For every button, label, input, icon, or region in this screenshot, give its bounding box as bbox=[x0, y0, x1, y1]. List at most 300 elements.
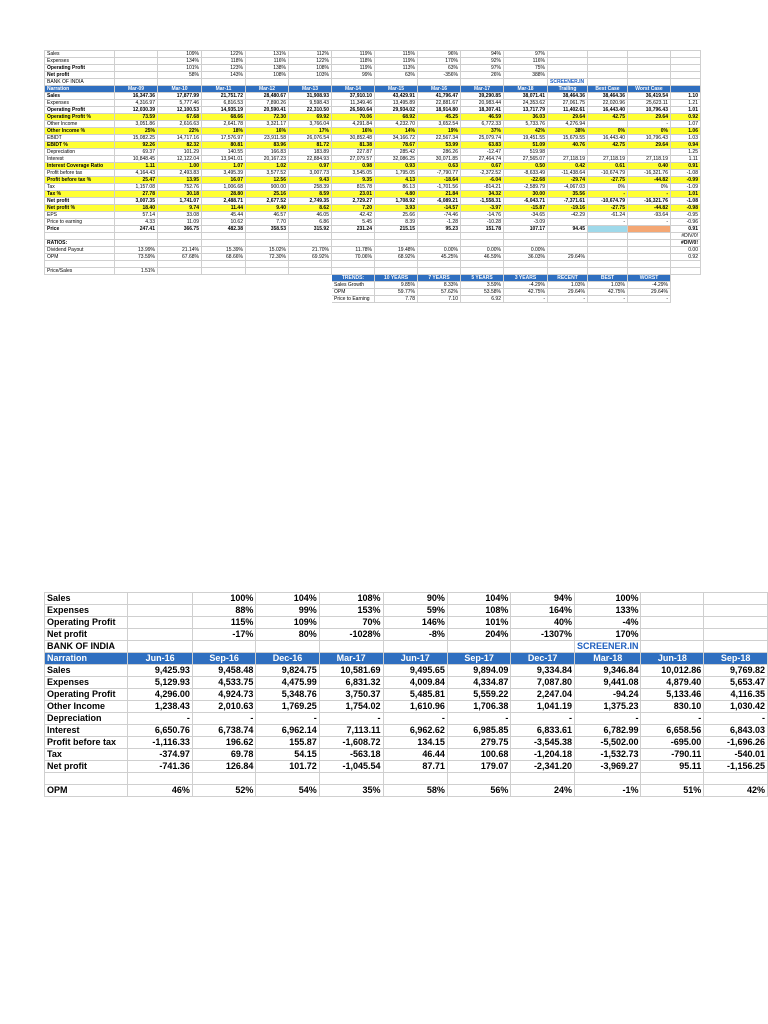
table-cell[interactable]: 279.75 bbox=[447, 737, 510, 749]
table-cell[interactable]: 46.44 bbox=[383, 749, 447, 761]
table-cell[interactable]: -16,321.76 bbox=[628, 170, 671, 177]
table-cell[interactable]: -356% bbox=[418, 72, 461, 79]
table-cell[interactable] bbox=[588, 149, 628, 156]
column-header[interactable]: Mar-15 bbox=[375, 86, 418, 93]
row-label[interactable]: RATIOS: bbox=[45, 240, 115, 247]
table-cell[interactable]: 5,485.81 bbox=[383, 689, 447, 701]
table-cell[interactable]: 13.99% bbox=[115, 247, 158, 254]
row-label[interactable]: Price to earning bbox=[45, 219, 115, 226]
table-cell[interactable]: 1,006.68 bbox=[202, 184, 246, 191]
table-cell[interactable]: -0.99 bbox=[671, 177, 701, 184]
table-cell[interactable]: 25,623.11 bbox=[628, 100, 671, 107]
table-cell[interactable]: 27,464.74 bbox=[461, 156, 504, 163]
table-cell[interactable]: 29,934.02 bbox=[375, 107, 418, 114]
table-cell[interactable]: 151.78 bbox=[461, 226, 504, 233]
table-cell[interactable] bbox=[671, 72, 701, 79]
table-cell[interactable]: 2,677.52 bbox=[246, 198, 289, 205]
table-cell[interactable]: 0.92 bbox=[671, 114, 701, 121]
table-cell[interactable]: 38% bbox=[548, 128, 588, 135]
table-cell[interactable] bbox=[383, 641, 447, 653]
table-cell[interactable]: -1,204.18 bbox=[511, 749, 575, 761]
table-cell[interactable]: 100.68 bbox=[447, 749, 510, 761]
row-label[interactable] bbox=[45, 261, 115, 268]
table-cell[interactable] bbox=[641, 629, 704, 641]
table-cell[interactable]: 37,910.10 bbox=[332, 93, 375, 100]
table-cell[interactable]: - bbox=[628, 191, 671, 198]
table-cell[interactable]: - bbox=[628, 296, 671, 303]
table-cell[interactable]: 1.00 bbox=[158, 163, 202, 170]
table-cell[interactable] bbox=[246, 275, 289, 282]
table-cell[interactable]: 4.80 bbox=[375, 191, 418, 198]
row-label[interactable]: Expenses bbox=[45, 605, 128, 617]
table-cell[interactable]: 9,769.82 bbox=[704, 665, 768, 677]
table-cell[interactable]: 17,576.97 bbox=[202, 135, 246, 142]
table-cell[interactable]: -10,674.79 bbox=[588, 198, 628, 205]
table-cell[interactable] bbox=[504, 268, 548, 275]
table-cell[interactable]: 6.92 bbox=[461, 296, 504, 303]
table-cell[interactable]: 1.01 bbox=[671, 191, 701, 198]
table-cell[interactable]: 83.96 bbox=[246, 142, 289, 149]
table-cell[interactable]: 5,348.76 bbox=[256, 689, 319, 701]
table-cell[interactable] bbox=[504, 79, 548, 86]
table-cell[interactable]: -44.82 bbox=[628, 177, 671, 184]
table-cell[interactable]: 33.08 bbox=[158, 212, 202, 219]
table-cell[interactable] bbox=[641, 605, 704, 617]
table-cell[interactable]: 37% bbox=[461, 128, 504, 135]
table-cell[interactable] bbox=[383, 773, 447, 785]
table-cell[interactable]: 215.15 bbox=[375, 226, 418, 233]
table-cell[interactable]: 78.67 bbox=[375, 142, 418, 149]
table-cell[interactable] bbox=[671, 296, 701, 303]
table-cell[interactable] bbox=[548, 261, 588, 268]
table-cell[interactable]: 63% bbox=[418, 65, 461, 72]
table-cell[interactable]: -3,545.38 bbox=[511, 737, 575, 749]
table-cell[interactable]: 1,741.07 bbox=[158, 198, 202, 205]
table-cell[interactable] bbox=[202, 275, 246, 282]
table-cell[interactable]: 101.72 bbox=[256, 761, 319, 773]
table-cell[interactable] bbox=[375, 233, 418, 240]
table-cell[interactable]: 116% bbox=[504, 58, 548, 65]
table-cell[interactable]: 63.83 bbox=[461, 142, 504, 149]
table-cell[interactable]: 18.40 bbox=[115, 205, 158, 212]
table-cell[interactable] bbox=[628, 268, 671, 275]
column-header[interactable]: Mar-18 bbox=[574, 653, 641, 665]
table-cell[interactable] bbox=[289, 289, 332, 296]
row-label[interactable]: Depreciation bbox=[45, 149, 115, 156]
row-label[interactable]: Net profit % bbox=[45, 205, 115, 212]
table-cell[interactable]: 9.35 bbox=[332, 177, 375, 184]
row-label[interactable]: Other Income % bbox=[45, 128, 115, 135]
table-cell[interactable]: 6,782.99 bbox=[574, 725, 641, 737]
row-label[interactable] bbox=[45, 233, 115, 240]
row-label[interactable]: Sales bbox=[45, 665, 128, 677]
table-cell[interactable]: 0.50 bbox=[504, 163, 548, 170]
table-cell[interactable]: -1,696.26 bbox=[704, 737, 768, 749]
table-cell[interactable] bbox=[158, 261, 202, 268]
table-cell[interactable]: 29.64% bbox=[548, 254, 588, 261]
table-cell[interactable] bbox=[158, 79, 202, 86]
table-cell[interactable]: 3,007.73 bbox=[289, 170, 332, 177]
table-cell[interactable]: 5,559.22 bbox=[447, 689, 510, 701]
table-cell[interactable]: -6,089.21 bbox=[418, 198, 461, 205]
row-label[interactable]: Operating Profit % bbox=[45, 114, 115, 121]
table-cell[interactable]: 170% bbox=[574, 629, 641, 641]
table-cell[interactable]: 27.78 bbox=[115, 191, 158, 198]
table-cell[interactable] bbox=[628, 261, 671, 268]
table-cell[interactable]: 519.98 bbox=[504, 149, 548, 156]
table-cell[interactable]: 30.00 bbox=[504, 191, 548, 198]
row-label[interactable]: Price bbox=[45, 226, 115, 233]
table-cell[interactable] bbox=[504, 233, 548, 240]
table-cell[interactable]: -16,321.76 bbox=[628, 198, 671, 205]
table-cell[interactable] bbox=[588, 58, 628, 65]
table-cell[interactable]: -93.64 bbox=[628, 212, 671, 219]
table-cell[interactable]: 107.17 bbox=[504, 226, 548, 233]
table-cell[interactable] bbox=[289, 282, 332, 289]
table-cell[interactable]: -814.21 bbox=[461, 184, 504, 191]
table-cell[interactable]: - bbox=[574, 713, 641, 725]
table-cell[interactable]: 3,577.52 bbox=[246, 170, 289, 177]
table-cell[interactable] bbox=[158, 296, 202, 303]
table-cell[interactable]: 92% bbox=[461, 58, 504, 65]
table-cell[interactable]: 3,652.54 bbox=[418, 121, 461, 128]
table-cell[interactable]: 166.83 bbox=[246, 149, 289, 156]
table-cell[interactable]: -1.08 bbox=[671, 170, 701, 177]
table-cell[interactable] bbox=[704, 605, 768, 617]
table-cell[interactable]: 88% bbox=[192, 605, 255, 617]
table-cell[interactable] bbox=[128, 605, 193, 617]
table-cell[interactable]: 42.75% bbox=[588, 289, 628, 296]
table-cell[interactable]: 4,291.84 bbox=[332, 121, 375, 128]
table-cell[interactable]: -10.28 bbox=[461, 219, 504, 226]
table-cell[interactable]: -1,116.33 bbox=[128, 737, 193, 749]
table-cell[interactable]: 30.18 bbox=[158, 191, 202, 198]
row-label[interactable]: Expenses bbox=[45, 677, 128, 689]
table-cell[interactable]: 4.13 bbox=[375, 177, 418, 184]
table-cell[interactable]: 29.64% bbox=[628, 289, 671, 296]
table-cell[interactable] bbox=[504, 261, 548, 268]
table-cell[interactable]: 95.23 bbox=[418, 226, 461, 233]
table-cell[interactable]: -18.64 bbox=[418, 177, 461, 184]
table-cell[interactable]: 258.39 bbox=[289, 184, 332, 191]
table-cell[interactable] bbox=[628, 254, 671, 261]
table-cell[interactable]: 5,777.46 bbox=[158, 100, 202, 107]
table-cell[interactable] bbox=[671, 79, 701, 86]
table-cell[interactable] bbox=[574, 773, 641, 785]
table-cell[interactable]: 16,347.36 bbox=[115, 93, 158, 100]
table-cell[interactable]: 57.14 bbox=[115, 212, 158, 219]
row-label[interactable]: Tax % bbox=[45, 191, 115, 198]
table-cell[interactable]: - bbox=[319, 713, 383, 725]
table-cell[interactable]: 286.26 bbox=[418, 149, 461, 156]
table-cell[interactable]: -11,438.64 bbox=[548, 170, 588, 177]
table-cell[interactable]: 4,924.73 bbox=[192, 689, 255, 701]
table-cell[interactable] bbox=[504, 240, 548, 247]
table-cell[interactable]: 126.84 bbox=[192, 761, 255, 773]
table-cell[interactable]: 24,353.62 bbox=[504, 100, 548, 107]
table-cell[interactable] bbox=[128, 593, 193, 605]
column-header[interactable]: Mar-09 bbox=[115, 86, 158, 93]
row-label[interactable]: Sales bbox=[45, 93, 115, 100]
row-label[interactable]: Interest bbox=[45, 156, 115, 163]
table-cell[interactable]: 18,307.41 bbox=[461, 107, 504, 114]
column-header[interactable]: Narration bbox=[45, 86, 115, 93]
table-cell[interactable]: 12,100.53 bbox=[158, 107, 202, 114]
table-cell[interactable]: 366.75 bbox=[158, 226, 202, 233]
table-cell[interactable]: -6.04 bbox=[461, 177, 504, 184]
table-cell[interactable]: 52% bbox=[192, 785, 255, 797]
row-label[interactable]: Expenses bbox=[45, 58, 115, 65]
table-cell[interactable]: 72.30% bbox=[246, 254, 289, 261]
table-cell[interactable] bbox=[375, 79, 418, 86]
table-cell[interactable] bbox=[192, 641, 255, 653]
table-cell[interactable] bbox=[115, 233, 158, 240]
table-cell[interactable]: 69.78 bbox=[192, 749, 255, 761]
table-cell[interactable]: -1,701.56 bbox=[418, 184, 461, 191]
table-cell[interactable]: 115% bbox=[192, 617, 255, 629]
table-cell[interactable] bbox=[202, 282, 246, 289]
table-cell[interactable]: -27.75 bbox=[588, 205, 628, 212]
table-cell[interactable]: 140.55 bbox=[202, 149, 246, 156]
table-cell[interactable]: 68.92 bbox=[375, 114, 418, 121]
table-cell[interactable]: 15,679.55 bbox=[548, 135, 588, 142]
table-cell[interactable] bbox=[588, 79, 628, 86]
table-cell[interactable]: 17% bbox=[289, 128, 332, 135]
row-label[interactable]: Operating Profit bbox=[45, 689, 128, 701]
table-cell[interactable] bbox=[641, 773, 704, 785]
table-cell[interactable] bbox=[628, 240, 671, 247]
table-cell[interactable]: 42% bbox=[704, 785, 768, 797]
table-cell[interactable]: 31,908.93 bbox=[289, 93, 332, 100]
table-cell[interactable] bbox=[332, 261, 375, 268]
table-cell[interactable] bbox=[128, 629, 193, 641]
table-cell[interactable]: -6,043.71 bbox=[504, 198, 548, 205]
table-cell[interactable]: 119% bbox=[332, 65, 375, 72]
table-cell[interactable]: - bbox=[588, 219, 628, 226]
table-cell[interactable]: 10,012.86 bbox=[641, 665, 704, 677]
table-cell[interactable]: 116% bbox=[246, 58, 289, 65]
table-cell[interactable]: 42% bbox=[504, 128, 548, 135]
column-header[interactable]: Sep-18 bbox=[704, 653, 768, 665]
table-cell[interactable]: 29.64 bbox=[628, 114, 671, 121]
table-cell[interactable]: 2,010.63 bbox=[192, 701, 255, 713]
table-cell[interactable]: -8,633.49 bbox=[504, 170, 548, 177]
table-cell[interactable] bbox=[128, 617, 193, 629]
table-cell[interactable]: 32,086.25 bbox=[375, 156, 418, 163]
table-cell[interactable] bbox=[628, 72, 671, 79]
column-header[interactable]: 5 YEARS bbox=[461, 275, 504, 282]
table-cell[interactable]: 0.67 bbox=[461, 163, 504, 170]
table-cell[interactable]: 2,641.78 bbox=[202, 121, 246, 128]
table-cell[interactable]: 134% bbox=[158, 58, 202, 65]
column-header[interactable]: Jun-16 bbox=[128, 653, 193, 665]
table-cell[interactable]: 900.00 bbox=[246, 184, 289, 191]
table-cell[interactable]: 1.02 bbox=[246, 163, 289, 170]
table-cell[interactable]: 22,310.50 bbox=[289, 107, 332, 114]
table-cell[interactable]: 20,167.23 bbox=[246, 156, 289, 163]
table-cell[interactable]: 155.87 bbox=[256, 737, 319, 749]
table-cell[interactable]: 11.78% bbox=[332, 247, 375, 254]
table-cell[interactable]: 25.66 bbox=[375, 212, 418, 219]
table-cell[interactable] bbox=[289, 275, 332, 282]
table-cell[interactable]: 6,772.33 bbox=[461, 121, 504, 128]
table-cell[interactable]: 315.92 bbox=[289, 226, 332, 233]
table-cell[interactable]: 27,565.07 bbox=[504, 156, 548, 163]
table-cell[interactable]: 3,007.35 bbox=[115, 198, 158, 205]
table-cell[interactable] bbox=[115, 79, 158, 86]
table-cell[interactable] bbox=[289, 233, 332, 240]
table-cell[interactable]: 109% bbox=[158, 51, 202, 58]
table-cell[interactable]: 1,041.19 bbox=[511, 701, 575, 713]
table-cell[interactable] bbox=[45, 282, 115, 289]
table-cell[interactable]: 1.21 bbox=[671, 100, 701, 107]
table-cell[interactable]: 9,441.08 bbox=[574, 677, 641, 689]
table-cell[interactable] bbox=[202, 296, 246, 303]
row-label[interactable]: Expenses bbox=[45, 100, 115, 107]
row-label[interactable]: Interest Coverage Ratio bbox=[45, 163, 115, 170]
table-cell[interactable]: 0.61 bbox=[588, 163, 628, 170]
table-cell[interactable]: Price to Earning bbox=[332, 296, 375, 303]
table-cell[interactable] bbox=[202, 261, 246, 268]
table-cell[interactable]: 97% bbox=[461, 65, 504, 72]
table-cell[interactable]: 19% bbox=[418, 128, 461, 135]
row-label[interactable]: OPM bbox=[45, 254, 115, 261]
table-cell[interactable]: 11.09 bbox=[158, 219, 202, 226]
table-cell[interactable]: 96% bbox=[418, 51, 461, 58]
table-cell[interactable] bbox=[158, 275, 202, 282]
table-cell[interactable]: 21.84 bbox=[418, 191, 461, 198]
table-cell[interactable] bbox=[45, 773, 128, 785]
table-cell[interactable]: 42.75% bbox=[504, 289, 548, 296]
row-label[interactable]: Other Income bbox=[45, 701, 128, 713]
table-cell[interactable]: 9,598.43 bbox=[289, 100, 332, 107]
table-cell[interactable]: 13,495.89 bbox=[375, 100, 418, 107]
row-label[interactable]: Operating Profit bbox=[45, 65, 115, 72]
table-cell[interactable] bbox=[115, 261, 158, 268]
company-name[interactable]: BANK OF INDIA bbox=[45, 641, 128, 653]
table-cell[interactable]: -4% bbox=[574, 617, 641, 629]
table-cell[interactable] bbox=[671, 261, 701, 268]
table-cell[interactable]: 13.95 bbox=[158, 177, 202, 184]
table-cell[interactable]: 388% bbox=[504, 72, 548, 79]
table-cell[interactable]: 95.11 bbox=[641, 761, 704, 773]
column-header[interactable]: Dec-16 bbox=[256, 653, 319, 665]
column-header[interactable]: Jun-18 bbox=[641, 653, 704, 665]
column-header[interactable]: WORST bbox=[628, 275, 671, 282]
table-cell[interactable]: 70% bbox=[319, 617, 383, 629]
table-cell[interactable]: 27,118.19 bbox=[548, 156, 588, 163]
table-cell[interactable]: 6,833.61 bbox=[511, 725, 575, 737]
table-cell[interactable]: 4,276.94 bbox=[548, 121, 588, 128]
column-header[interactable]: Mar-11 bbox=[202, 86, 246, 93]
table-cell[interactable]: 46% bbox=[128, 785, 193, 797]
table-cell[interactable]: 27,118.19 bbox=[628, 156, 671, 163]
table-cell[interactable]: 40.76 bbox=[548, 142, 588, 149]
table-cell[interactable]: -8% bbox=[383, 629, 447, 641]
table-cell[interactable]: -22.68 bbox=[504, 177, 548, 184]
table-cell[interactable]: 9,824.75 bbox=[256, 665, 319, 677]
column-header[interactable]: Jun-17 bbox=[383, 653, 447, 665]
column-header[interactable]: TRENDS: bbox=[332, 275, 375, 282]
table-cell[interactable]: 27,061.75 bbox=[548, 100, 588, 107]
table-cell[interactable] bbox=[158, 268, 202, 275]
row-label[interactable]: Depreciation bbox=[45, 713, 128, 725]
table-cell[interactable] bbox=[289, 268, 332, 275]
table-cell[interactable]: 2,729.27 bbox=[332, 198, 375, 205]
table-cell[interactable] bbox=[548, 268, 588, 275]
table-cell[interactable]: 4,475.99 bbox=[256, 677, 319, 689]
table-cell[interactable]: 68.92% bbox=[375, 254, 418, 261]
table-cell[interactable]: 9,894.09 bbox=[447, 665, 510, 677]
column-header[interactable]: Mar-17 bbox=[461, 86, 504, 93]
table-cell[interactable]: 9.43 bbox=[289, 177, 332, 184]
table-cell[interactable]: 6,831.32 bbox=[319, 677, 383, 689]
screener-link[interactable]: SCREENER.IN bbox=[548, 79, 588, 86]
table-cell[interactable]: - bbox=[504, 296, 548, 303]
table-cell[interactable]: 7.70 bbox=[246, 219, 289, 226]
table-cell[interactable] bbox=[115, 240, 158, 247]
table-cell[interactable]: 26,076.54 bbox=[289, 135, 332, 142]
table-cell[interactable]: -0.95 bbox=[671, 212, 701, 219]
table-cell[interactable]: -3.09 bbox=[504, 219, 548, 226]
table-cell[interactable]: 56% bbox=[447, 785, 510, 797]
table-cell[interactable] bbox=[671, 282, 701, 289]
table-cell[interactable]: 45.25 bbox=[418, 114, 461, 121]
table-cell[interactable] bbox=[704, 617, 768, 629]
column-header[interactable]: 10 YEARS bbox=[375, 275, 418, 282]
table-cell[interactable]: 30,071.85 bbox=[418, 156, 461, 163]
table-cell[interactable]: 14,935.19 bbox=[202, 107, 246, 114]
table-cell[interactable] bbox=[332, 240, 375, 247]
table-cell[interactable]: 1,708.92 bbox=[375, 198, 418, 205]
table-cell[interactable]: - bbox=[192, 713, 255, 725]
table-cell[interactable]: 0% bbox=[588, 128, 628, 135]
table-cell[interactable]: 59% bbox=[383, 605, 447, 617]
table-cell[interactable]: 70.06 bbox=[332, 114, 375, 121]
table-cell[interactable]: 94.45 bbox=[548, 226, 588, 233]
table-cell[interactable]: 104% bbox=[447, 593, 510, 605]
table-cell[interactable]: 3,495.39 bbox=[202, 170, 246, 177]
table-cell[interactable] bbox=[671, 51, 701, 58]
table-cell[interactable] bbox=[588, 226, 628, 233]
table-cell[interactable]: 16% bbox=[332, 128, 375, 135]
table-cell[interactable]: 1.03% bbox=[548, 282, 588, 289]
table-cell[interactable]: 108% bbox=[319, 593, 383, 605]
table-cell[interactable]: 70.06% bbox=[332, 254, 375, 261]
table-cell[interactable]: 42.75 bbox=[588, 142, 628, 149]
table-cell[interactable]: 3,321.17 bbox=[246, 121, 289, 128]
table-cell[interactable]: 69.37 bbox=[115, 149, 158, 156]
table-cell[interactable]: 53.58% bbox=[461, 289, 504, 296]
table-cell[interactable] bbox=[289, 79, 332, 86]
table-cell[interactable]: 20,983.44 bbox=[461, 100, 504, 107]
table-cell[interactable]: 43,429.91 bbox=[375, 93, 418, 100]
table-cell[interactable]: 27,118.19 bbox=[588, 156, 628, 163]
table-cell[interactable] bbox=[246, 268, 289, 275]
table-cell[interactable]: -1,558.31 bbox=[461, 198, 504, 205]
table-cell[interactable] bbox=[115, 72, 158, 79]
table-cell[interactable]: 26,560.64 bbox=[332, 107, 375, 114]
table-cell[interactable]: 27,079.57 bbox=[332, 156, 375, 163]
table-cell[interactable]: 59.77% bbox=[375, 289, 418, 296]
table-cell[interactable]: - bbox=[128, 713, 193, 725]
table-cell[interactable]: 6,738.74 bbox=[192, 725, 255, 737]
table-cell[interactable]: 4,533.75 bbox=[192, 677, 255, 689]
table-cell[interactable] bbox=[115, 65, 158, 72]
table-cell[interactable]: 15.39% bbox=[202, 247, 246, 254]
table-cell[interactable]: 58% bbox=[158, 72, 202, 79]
table-cell[interactable]: 94% bbox=[511, 593, 575, 605]
